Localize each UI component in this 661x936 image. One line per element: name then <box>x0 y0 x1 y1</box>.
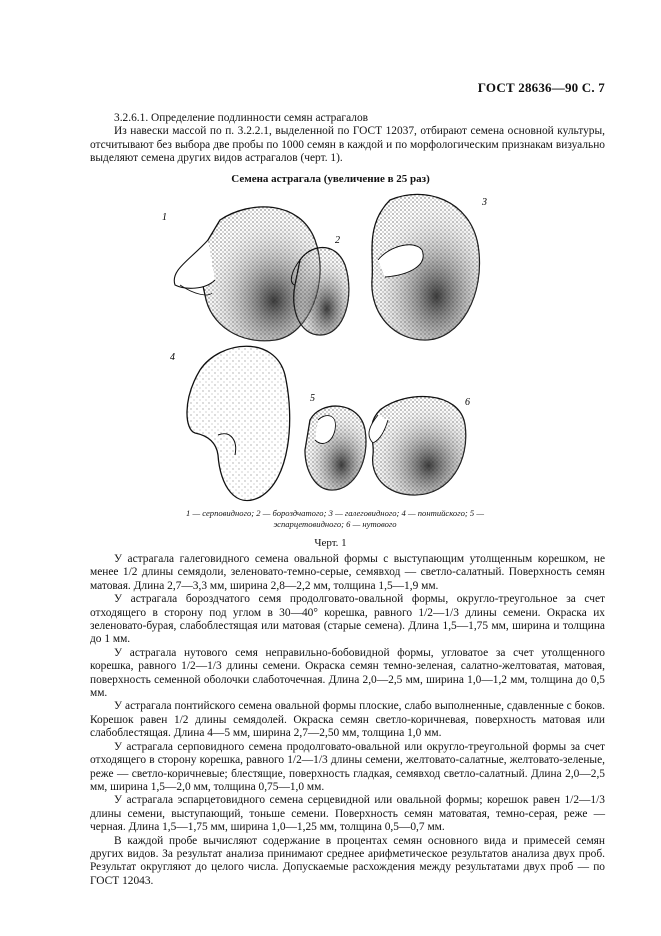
seed-label: 2 <box>335 235 340 246</box>
seed-label: 3 <box>482 197 487 208</box>
intro-paragraph: Из навески массой по п. 3.2.2.1, выделенной по ГОСТ 12037, отбирают семена основной культуры, отсчитывают без выбора две пробы по 1000 семян в каждой и по морфологическим признакам визуально выделяют семена других видов астрагалов (черт. 1). <box>90 125 605 165</box>
paragraph-esparcetovidny: У астрагала эспарцетовидного семена серцевидной или овальной формы; корешок равен 1/2—1/3 длины семени, выступающий, тоньше семени. Поверхность семян матоватая, темно-серая, реже — черная. Длина 1,5—1,75 мм, ширина 1,0—1,25 мм, толщина 0,5—0,7 мм. <box>90 794 605 834</box>
section-heading: 3.2.6.1. Определение подлинности семян астрагалов <box>114 112 369 124</box>
paragraph-pontiysky: У астрагала понтийского семена овальной формы плоские, слабо выполненные, сдавленные с боков. Корешок равен 1/2 длины семядолей. Окраска семян светло-коричневая, поверхность матовая или слабоблестящая. Длина 4—5 мм, ширина 2,7—2,50 мм, толщина 1,0 мм. <box>90 700 605 740</box>
seed-6 <box>369 396 466 495</box>
description-block <box>90 553 605 888</box>
figure-caption: Черт. 1 <box>314 537 347 549</box>
figure-title: Семена астрагала (увеличение в 25 раз) <box>231 173 430 185</box>
seed-label: 1 <box>162 212 167 223</box>
seed-2 <box>291 248 348 336</box>
seed-label: 5 <box>310 393 315 404</box>
page-header-code: ГОСТ 28636—90 С. 7 <box>477 80 605 95</box>
figure-legend: 1 — серповидного; 2 — бороздчатого; 3 — галеговидного; 4 — понтийского; 5 — эспарцетовидного; 6 — нутового <box>186 508 484 529</box>
seed-4 <box>187 346 290 500</box>
seed-5 <box>305 406 366 490</box>
seed-3 <box>372 194 480 340</box>
paragraph-calculation: В каждой пробе вычисляют содержание в процентах семян основного вида и примесей семян других видов. За результат анализа принимают среднее арифметическое результатов анализа двух проб. Результат округляют до целого числа. Допускаемые расхождения между результатами двух проб — по ГОСТ 12043. <box>90 834 605 887</box>
paragraph-nutovy: У астрагала нутового семя неправильно-бобовидной формы, угловатое за счет утолщенного корешка, равного 1/2—1/3 длины семени. Окраска семян темно-зеленая, салатно-желтоватая, матовая, поверхность семенной оболочки слаботочечная. Длина 2,0—2,5 мм, ширина 1,0—1,2 мм, толщина до 0,5 мм. <box>90 646 605 700</box>
intro-block <box>90 112 605 166</box>
paragraph-galegovidny: У астрагала галеговидного семена овальной формы с выступающим утолщенным корешком, не менее 1/2 длины семядоли, зеленовато-темно-серые, семявход — светло-салатный. Поверхность семян матовая. Длина 2,7—3,3 мм, ширина 2,8—2,2 мм, толщина 1,5—1,9 мм. <box>90 553 605 592</box>
paragraph-serpovidny: У астрагала серповидного семена продолговато-овальной или округло-треугольной формы за счет отходящего в сторону корешка, равного 1/2—1/3 длины семени, желтовато-салатные, желтовато-зеленые, реже — светло-коричневые; блестящие, поверхность гладкая, семявход светло-салатный. Длина 2,0—2,5 мм, ширина 1,5—2,0 мм, толщина 0,75—1,0 мм. <box>90 740 605 793</box>
seed-label: 4 <box>170 352 175 363</box>
seeds-figure <box>160 185 500 515</box>
seed-label: 6 <box>465 397 470 408</box>
paragraph-borozdchaty: У астрагала бороздчатого семя продолговато-овальной формы, округло-треугольное за счет отходящего в сторону под углом в 30—40° корешка, равного 1/2—1/3 длины семени. Окраска их зеленовато-бурая, слабоблестящая или матовая (старые семена). Длина 1,5—1,75 мм, ширина и толщина до 1 мм. <box>90 593 605 646</box>
